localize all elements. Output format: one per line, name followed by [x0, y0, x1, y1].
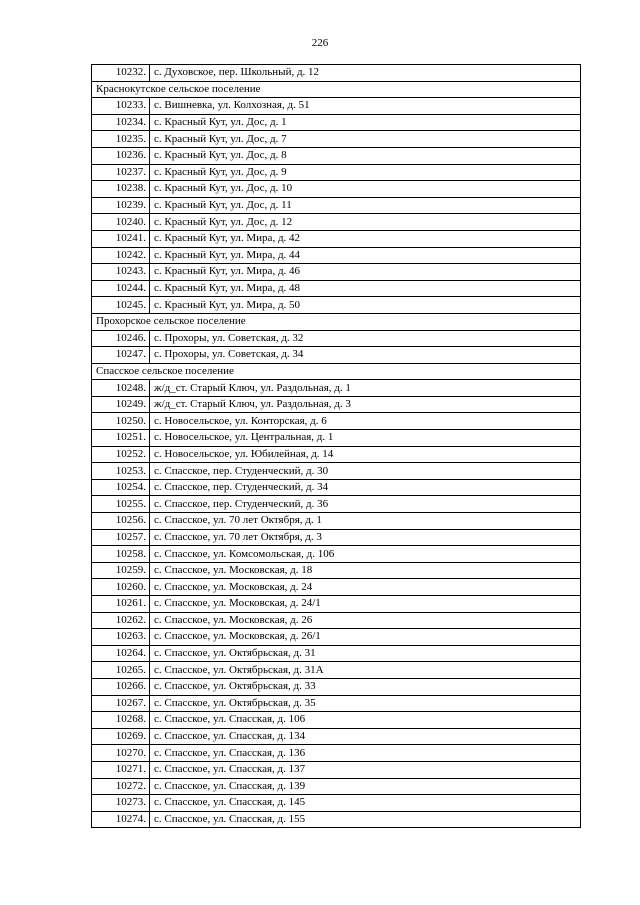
table-row [92, 612, 581, 629]
row-number: 10232. [92, 65, 150, 82]
table-row [92, 778, 581, 795]
row-address: с. Спасское, ул. Спасская, д. 136 [150, 745, 581, 762]
row-address: с. Спасское, ул. Московская, д. 26 [150, 612, 581, 629]
row-number: 10259. [92, 562, 150, 579]
row-address: ж/д_ст. Старый Ключ, ул. Раздольная, д. 3 [150, 396, 581, 413]
row-address: с. Красный Кут, ул. Дос, д. 7 [150, 131, 581, 148]
section-title: Прохорское сельское поселение [92, 313, 581, 330]
row-number: 10270. [92, 745, 150, 762]
table-row [92, 712, 581, 729]
table-row [92, 181, 581, 198]
section-header-row [92, 313, 581, 330]
row-address: с. Красный Кут, ул. Дос, д. 9 [150, 164, 581, 181]
row-address: с. Спасское, ул. 70 лет Октября, д. 1 [150, 513, 581, 530]
table-row [92, 230, 581, 247]
row-number: 10237. [92, 164, 150, 181]
table-row [92, 330, 581, 347]
section-header-row [92, 81, 581, 98]
row-address: с. Прохоры, ул. Советская, д. 34 [150, 347, 581, 364]
row-address: с. Спасское, ул. Спасская, д. 145 [150, 795, 581, 812]
row-number: 10264. [92, 645, 150, 662]
row-address: с. Спасское, ул. Московская, д. 24 [150, 579, 581, 596]
row-address: с. Спасское, пер. Студенческий, д. 34 [150, 479, 581, 496]
row-number: 10238. [92, 181, 150, 198]
row-address: с. Спасское, ул. Спасская, д. 134 [150, 728, 581, 745]
row-number: 10269. [92, 728, 150, 745]
row-address: с. Спасское, ул. Комсомольская, д. 106 [150, 546, 581, 563]
page-number: 226 [311, 37, 329, 49]
row-number: 10257. [92, 529, 150, 546]
table-row [92, 645, 581, 662]
row-number: 10234. [92, 114, 150, 131]
section-header-row [92, 363, 581, 380]
table-row [92, 297, 581, 314]
row-address: с. Спасское, пер. Студенческий, д. 36 [150, 496, 581, 513]
table-row [92, 347, 581, 364]
row-address: с. Спасское, ул. Московская, д. 24/1 [150, 596, 581, 613]
row-address: с. Красный Кут, ул. Дос, д. 1 [150, 114, 581, 131]
row-number: 10266. [92, 678, 150, 695]
table-row [92, 264, 581, 281]
table-row [92, 114, 581, 131]
row-number: 10271. [92, 761, 150, 778]
table-row [92, 761, 581, 778]
row-number: 10256. [92, 513, 150, 530]
table-row [92, 65, 581, 82]
table-row [92, 662, 581, 679]
row-number: 10245. [92, 297, 150, 314]
row-number: 10244. [92, 280, 150, 297]
table-row [92, 728, 581, 745]
table-row [92, 197, 581, 214]
table-row [92, 629, 581, 646]
row-address: с. Спасское, ул. Спасская, д. 139 [150, 778, 581, 795]
section-title: Спасское сельское поселение [92, 363, 581, 380]
row-number: 10239. [92, 197, 150, 214]
table-row [92, 463, 581, 480]
row-address: с. Спасское, ул. Октябрьская, д. 35 [150, 695, 581, 712]
table-row [92, 247, 581, 264]
row-number: 10251. [92, 430, 150, 447]
row-number: 10265. [92, 662, 150, 679]
address-table [91, 64, 581, 828]
table-row [92, 446, 581, 463]
row-number: 10261. [92, 596, 150, 613]
row-number: 10255. [92, 496, 150, 513]
row-address: с. Красный Кут, ул. Дос, д. 11 [150, 197, 581, 214]
table-row [92, 479, 581, 496]
table-row [92, 164, 581, 181]
row-number: 10260. [92, 579, 150, 596]
row-address: с. Прохоры, ул. Советская, д. 32 [150, 330, 581, 347]
row-address: с. Красный Кут, ул. Мира, д. 46 [150, 264, 581, 281]
row-number: 10252. [92, 446, 150, 463]
row-address: с. Духовское, пер. Школьный, д. 12 [150, 65, 581, 82]
row-number: 10254. [92, 479, 150, 496]
row-number: 10243. [92, 264, 150, 281]
row-address: с. Спасское, ул. Октябрьская, д. 31 [150, 645, 581, 662]
table-row [92, 280, 581, 297]
row-address: с. Спасское, ул. Спасская, д. 137 [150, 761, 581, 778]
row-address: с. Спасское, ул. Спасская, д. 106 [150, 712, 581, 729]
row-number: 10262. [92, 612, 150, 629]
row-address: с. Красный Кут, ул. Дос, д. 12 [150, 214, 581, 231]
table-row [92, 380, 581, 397]
table-row [92, 579, 581, 596]
row-number: 10253. [92, 463, 150, 480]
row-address: с. Спасское, пер. Студенческий, д. 30 [150, 463, 581, 480]
row-address: с. Красный Кут, ул. Мира, д. 48 [150, 280, 581, 297]
row-address: с. Спасское, ул. Московская, д. 26/1 [150, 629, 581, 646]
table-row [92, 678, 581, 695]
table-row [92, 529, 581, 546]
row-address: с. Новосельское, ул. Центральная, д. 1 [150, 430, 581, 447]
row-address: с. Красный Кут, ул. Дос, д. 8 [150, 147, 581, 164]
address-table-body [92, 65, 581, 828]
row-address: с. Спасское, ул. Московская, д. 18 [150, 562, 581, 579]
row-address: с. Спасское, ул. 70 лет Октября, д. 3 [150, 529, 581, 546]
table-row [92, 147, 581, 164]
row-address: с. Красный Кут, ул. Мира, д. 42 [150, 230, 581, 247]
table-row [92, 745, 581, 762]
table-row [92, 98, 581, 115]
row-number: 10249. [92, 396, 150, 413]
row-address: ж/д_ст. Старый Ключ, ул. Раздольная, д. 1 [150, 380, 581, 397]
section-title: Краснокутское сельское поселение [92, 81, 581, 98]
row-address: с. Красный Кут, ул. Мира, д. 50 [150, 297, 581, 314]
table-row [92, 546, 581, 563]
table-row [92, 811, 581, 828]
row-number: 10233. [92, 98, 150, 115]
row-number: 10236. [92, 147, 150, 164]
table-row [92, 396, 581, 413]
table-row [92, 496, 581, 513]
row-number: 10246. [92, 330, 150, 347]
row-number: 10235. [92, 131, 150, 148]
row-number: 10258. [92, 546, 150, 563]
row-number: 10272. [92, 778, 150, 795]
row-number: 10274. [92, 811, 150, 828]
table-row [92, 413, 581, 430]
row-number: 10268. [92, 712, 150, 729]
table-row [92, 214, 581, 231]
row-address: с. Спасское, ул. Октябрьская, д. 31А [150, 662, 581, 679]
row-address: с. Красный Кут, ул. Дос, д. 10 [150, 181, 581, 198]
row-number: 10267. [92, 695, 150, 712]
row-address: с. Красный Кут, ул. Мира, д. 44 [150, 247, 581, 264]
table-row [92, 695, 581, 712]
table-row [92, 131, 581, 148]
row-number: 10273. [92, 795, 150, 812]
row-number: 10248. [92, 380, 150, 397]
row-number: 10247. [92, 347, 150, 364]
row-address: с. Спасское, ул. Спасская, д. 155 [150, 811, 581, 828]
table-row [92, 430, 581, 447]
row-address: с. Спасское, ул. Октябрьская, д. 33 [150, 678, 581, 695]
row-address: с. Вишневка, ул. Колхозная, д. 51 [150, 98, 581, 115]
row-address: с. Новосельское, ул. Конторская, д. 6 [150, 413, 581, 430]
table-row [92, 513, 581, 530]
table-row [92, 562, 581, 579]
row-number: 10240. [92, 214, 150, 231]
row-address: с. Новосельское, ул. Юбилейная, д. 14 [150, 446, 581, 463]
table-row [92, 795, 581, 812]
row-number: 10250. [92, 413, 150, 430]
row-number: 10263. [92, 629, 150, 646]
table-row [92, 596, 581, 613]
row-number: 10242. [92, 247, 150, 264]
row-number: 10241. [92, 230, 150, 247]
